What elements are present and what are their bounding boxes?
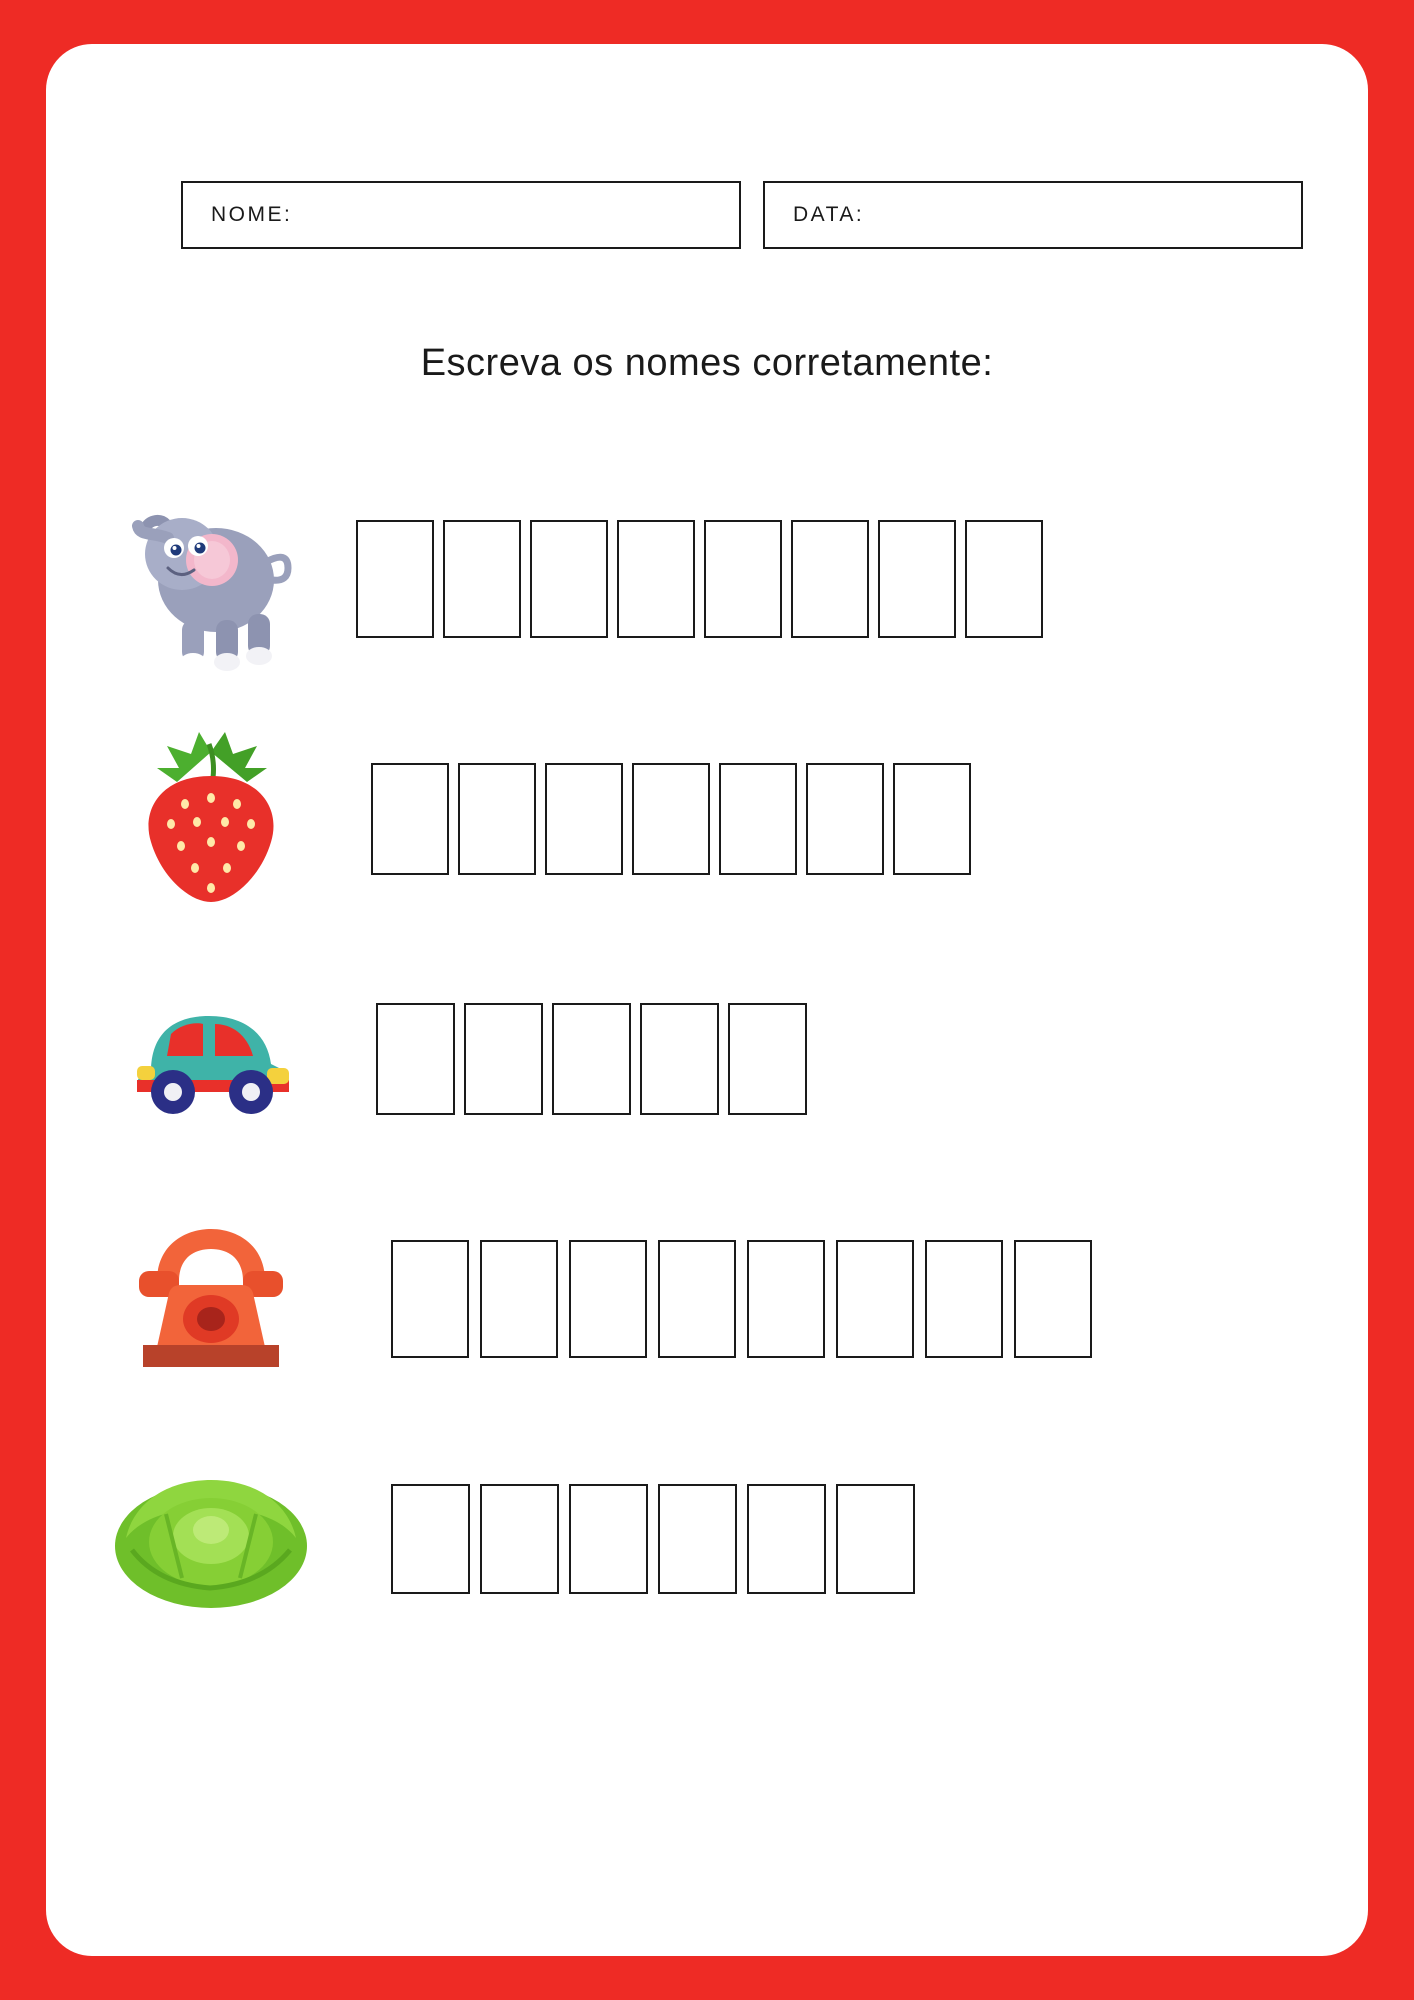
letter-box[interactable] — [552, 1003, 631, 1115]
car-icon — [106, 959, 316, 1159]
worksheet-page — [46, 44, 1368, 1956]
letter-boxes — [391, 1240, 1103, 1358]
letter-box[interactable] — [1014, 1240, 1092, 1358]
letter-box[interactable] — [658, 1484, 737, 1594]
letter-box[interactable] — [458, 763, 536, 875]
instruction-text: Escreva os nomes corretamente: — [420, 342, 994, 384]
letter-box[interactable] — [530, 520, 608, 638]
letter-box[interactable] — [658, 1240, 736, 1358]
exercise-row — [46, 1179, 1368, 1419]
name-label: NOME: — [211, 203, 293, 226]
letter-box[interactable] — [617, 520, 695, 638]
telephone-icon — [106, 1199, 316, 1399]
letter-boxes — [371, 763, 980, 875]
letter-box[interactable] — [893, 763, 971, 875]
date-field[interactable] — [763, 181, 1303, 249]
letter-box[interactable] — [925, 1240, 1003, 1358]
letter-box[interactable] — [747, 1240, 825, 1358]
letter-box[interactable] — [719, 763, 797, 875]
letter-box[interactable] — [791, 520, 869, 638]
letter-boxes — [391, 1484, 925, 1594]
letter-box[interactable] — [965, 520, 1043, 638]
letter-box[interactable] — [371, 763, 449, 875]
letter-box[interactable] — [806, 763, 884, 875]
elephant-icon — [106, 479, 316, 679]
letter-box[interactable] — [632, 763, 710, 875]
letter-box[interactable] — [569, 1484, 648, 1594]
letter-box[interactable] — [464, 1003, 543, 1115]
name-field[interactable] — [181, 181, 741, 249]
letter-box[interactable] — [836, 1484, 915, 1594]
letter-boxes — [356, 520, 1052, 638]
letter-box[interactable] — [356, 520, 434, 638]
exercise-row — [46, 459, 1368, 699]
letter-box[interactable] — [391, 1484, 470, 1594]
letter-box[interactable] — [640, 1003, 719, 1115]
letter-box[interactable] — [391, 1240, 469, 1358]
letter-box[interactable] — [836, 1240, 914, 1358]
letter-box[interactable] — [747, 1484, 826, 1594]
exercise-list — [46, 459, 1368, 1659]
header-fields — [181, 181, 1306, 249]
letter-box[interactable] — [545, 763, 623, 875]
date-label: DATA: — [793, 203, 865, 226]
letter-box[interactable] — [704, 520, 782, 638]
letter-box[interactable] — [728, 1003, 807, 1115]
letter-box[interactable] — [376, 1003, 455, 1115]
letter-box[interactable] — [480, 1484, 559, 1594]
exercise-row — [46, 1419, 1368, 1659]
letter-box[interactable] — [878, 520, 956, 638]
lettuce-icon — [106, 1439, 316, 1639]
letter-box[interactable] — [569, 1240, 647, 1358]
strawberry-icon — [106, 719, 316, 919]
letter-box[interactable] — [480, 1240, 558, 1358]
letter-box[interactable] — [443, 520, 521, 638]
letter-boxes — [376, 1003, 816, 1115]
exercise-row — [46, 699, 1368, 939]
exercise-row — [46, 939, 1368, 1179]
